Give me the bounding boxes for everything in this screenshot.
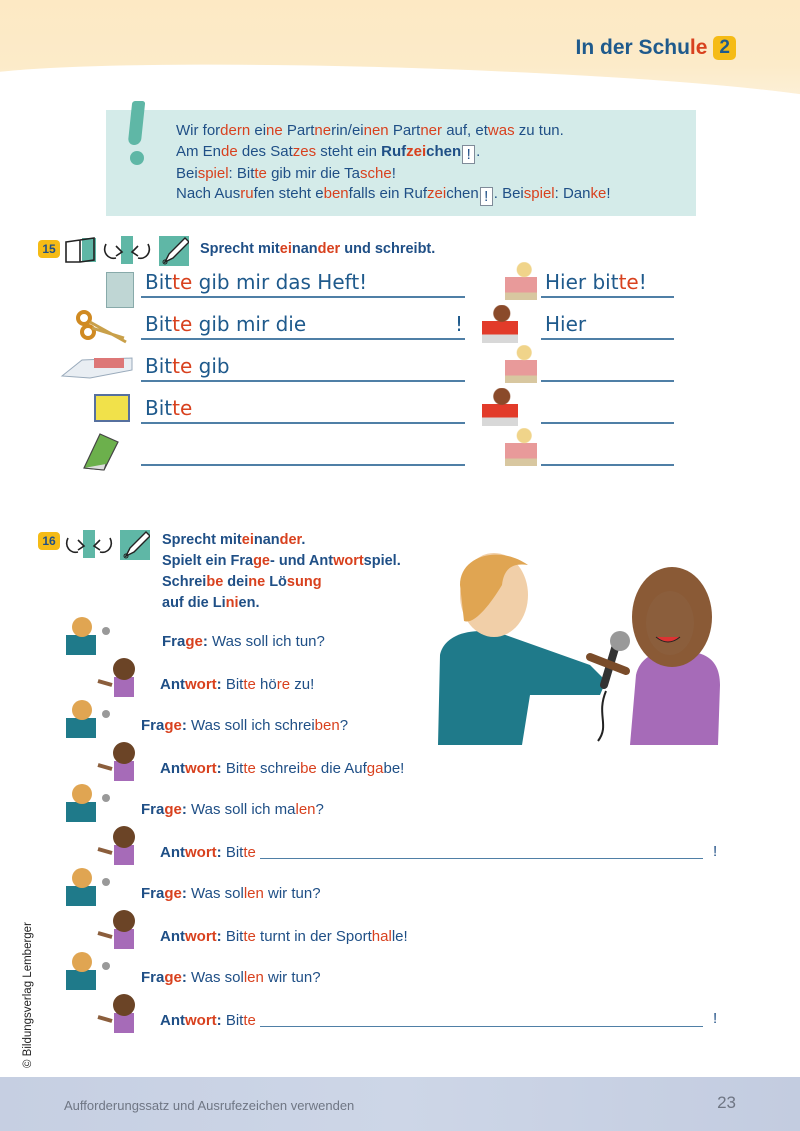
task-number-15: 15 [38,240,60,258]
rule-note-text [176,121,611,206]
notebook-icon [106,272,134,308]
write-line-response-2[interactable]: Hier [541,310,674,340]
exclamation-icon [127,101,147,171]
write-line-request-3[interactable]: Bitte gib [141,352,465,382]
answer-4: Antwort: Bitte turnt in der Sporthalle! [160,928,408,945]
chapter-number-badge: 2 [713,36,736,60]
write-line-request-1[interactable]: Bitte gib mir das Heft! [141,268,465,298]
boxed-exclamation: ! [462,145,475,164]
copyright-notice: © Bildungsverlag Lemberger [22,922,34,1068]
line-end-exclamation: ! [713,843,718,860]
boy-with-microphone-icon [64,950,112,990]
footer-topic: Aufforderungssatz und Ausrufezeichen verwenden [64,1098,355,1113]
boy-at-desk-icon [482,305,518,343]
question-2: Frage: Was soll ich schreiben? [141,717,349,734]
answer-1: Antwort: Bitte höre zu! [160,676,315,693]
note-line-3: Beispiel: Bitte gib mir die Tasche! [176,164,396,182]
boy-with-microphone-icon [64,782,112,822]
answer-blank-line[interactable] [260,1013,703,1027]
write-line-request-2[interactable]: Bitte gib mir die ! [141,310,465,340]
instruction-line-2: Spielt ein Frage- und Antwortspiel. [162,553,401,569]
girl-answering-icon [96,823,138,865]
girl-answering-icon [96,739,138,781]
boy-with-microphone-icon [64,698,112,738]
note-line-2: Am Ende des Satzes steht ein Rufzeichen ! . [176,142,481,163]
chapter-title [576,36,736,60]
line-end-exclamation: ! [713,1010,718,1027]
answer-5: Antwort: Bitte [160,1012,703,1029]
boy-with-microphone-icon [64,615,112,655]
write-line-response-3[interactable] [541,352,674,382]
book-icon [64,236,98,264]
glue-icon [60,352,136,382]
girl-answering-icon [96,655,138,697]
task15-instruction: Sprecht miteinander und schreibt. [200,241,436,257]
pencil-icon [120,530,150,560]
note-line-1: Wir fordern eine Partnerin/einen Partner auf, etwas zu tun. [176,122,564,139]
task-number-16: 16 [38,532,60,550]
book-green-icon [80,428,122,472]
write-line-request-5[interactable] [141,436,465,466]
girl-at-desk-icon [505,262,537,300]
instruction-line-3: Schreibe deine Lösung [162,574,322,590]
pencil-icon [159,236,189,266]
footer-band [0,1077,800,1131]
answer-3: Antwort: Bitte [160,844,703,861]
interview-illustration [430,545,730,745]
girl-answering-icon [96,907,138,949]
line-end-exclamation: ! [454,312,463,336]
talk-icon [64,530,114,558]
write-line-response-1[interactable]: Hier bitte! [541,268,674,298]
task16-instructions [162,530,401,614]
instruction-line-4: auf die Linien. [162,595,260,611]
girl-at-desk-icon [505,345,537,383]
answer-blank-line[interactable] [260,845,703,859]
write-line-response-5[interactable] [541,436,674,466]
paintbox-icon [94,394,130,422]
question-4: Frage: Was sollen wir tun? [141,885,321,902]
boy-at-desk-icon [482,388,518,426]
boy-with-microphone-icon [64,866,112,906]
girl-at-desk-icon [505,428,537,466]
page-number: 23 [717,1093,736,1112]
scissors-icon [74,308,128,344]
talk-icon [102,236,152,264]
question-1: Frage: Was soll ich tun? [162,633,325,650]
question-3: Frage: Was soll ich malen? [141,801,324,818]
girl-answering-icon [96,991,138,1033]
answer-2: Antwort: Bitte schreibe die Aufgabe! [160,760,405,777]
question-5: Frage: Was sollen wir tun? [141,969,321,986]
chapter-title-text: In der Schu [575,36,690,59]
boxed-exclamation: ! [480,187,493,206]
write-line-response-4[interactable] [541,394,674,424]
note-line-4: Nach Ausrufen steht ebenfalls ein Rufzeichen ! . Beispiel: Danke! [176,185,611,205]
instruction-line-1: Sprecht miteinander. [162,532,306,548]
write-line-request-4[interactable]: Bitte [141,394,465,424]
chapter-title-red: le [689,36,708,59]
